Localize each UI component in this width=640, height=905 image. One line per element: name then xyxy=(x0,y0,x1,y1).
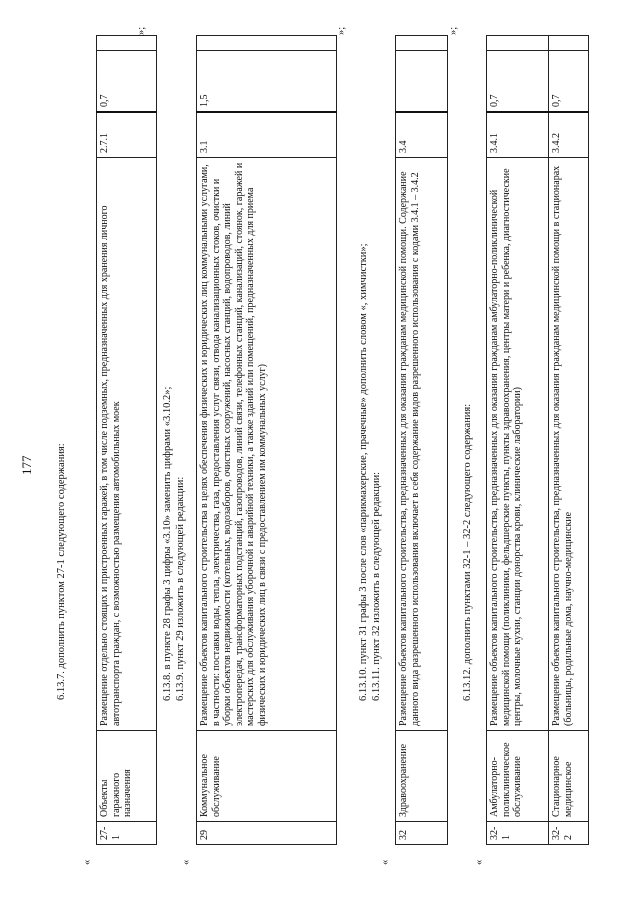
table-row xyxy=(549,36,589,845)
row-coefficient: 0,7 xyxy=(487,51,549,113)
instruction-6-13-7: 6.13.7. дополнить пунктом 27-1 следующего содержания: xyxy=(56,443,67,700)
quote-close: »; xyxy=(336,26,347,35)
row-code: 3.4.1 xyxy=(487,112,549,158)
quote-open: « xyxy=(380,859,391,865)
row-number: 32-2 xyxy=(549,822,589,845)
row-number: 29 xyxy=(197,822,337,845)
row-edge xyxy=(97,36,157,51)
instruction-6-13-10: 6.13.10. пункт 31 графы 3 после слов «парикмахерские, прачечные» дополнить словом «, химчистки»; xyxy=(358,243,369,701)
row-description: Размещение объектов капитального строительства, предназначенных для оказания гражданам медицинской помощи. Содержание данного вида разрешенного использования включает в себя содержание видов разрешенного использования с кодами 3.4.1 – 3.4.2 xyxy=(396,158,448,731)
row-code: 3.1 xyxy=(197,112,337,158)
quote-open: « xyxy=(82,859,93,865)
row-code: 3.4.2 xyxy=(549,112,589,158)
row-edge xyxy=(549,36,589,51)
table-row xyxy=(487,36,549,845)
row-name: Амбулаторно-поликлиническое обслуживание xyxy=(487,731,549,822)
row-coefficient: 1,5 xyxy=(197,51,337,113)
row-description: Размещение объектов капитального строительства, предназначенных для оказания гражданам медицинской помощи в стационарах (больницы, родильные дома, научно-медицинские xyxy=(549,158,589,731)
row-name: Объекты гаражного назначения xyxy=(97,731,157,822)
instruction-6-13-9: 6.13.9. пункт 29 изложить в следующей редакции: xyxy=(175,476,186,701)
table-29 xyxy=(196,35,337,845)
table-27-1 xyxy=(96,35,157,845)
quote-open: « xyxy=(181,859,192,865)
quote-close: »; xyxy=(448,26,459,35)
page-number: 177 xyxy=(19,455,34,475)
row-name: Коммунальное обслуживание xyxy=(197,731,337,822)
instruction-6-13-8: 6.13.8. в пункте 28 графы 3 цифры «3.10» заменить цифрами «3.10.2»; xyxy=(162,386,173,701)
row-coefficient: 0,7 xyxy=(549,51,589,113)
table-row xyxy=(197,36,337,845)
row-name: Здравоохранение xyxy=(396,731,448,822)
table-32-1-32-2 xyxy=(486,35,589,845)
row-name: Стационарное медицинское xyxy=(549,731,589,822)
instruction-6-13-12: 6.13.12. дополнить пунктами 32-1 – 32-2 следующего содержания: xyxy=(462,403,473,701)
row-number: 32 xyxy=(396,822,448,845)
row-code: 3.4 xyxy=(396,112,448,158)
row-edge xyxy=(197,36,337,51)
row-coefficient: 0,7 xyxy=(97,51,157,113)
table-row xyxy=(97,36,157,845)
row-description: Размещение объектов капитального строительства, предназначенных для оказания гражданам амбулаторно-поликлинической медицинской помощи (поликлиники, фельдшерские пункты, пункты здравоохранения, центры матери и ребенка, диагностические центры, молочные кухни, станции донорства крови, клинические лаборатории) xyxy=(487,158,549,731)
row-number: 27-1 xyxy=(97,822,157,845)
row-description: Размещение объектов капитального строительства в целях обеспечения физических и юридических лиц коммунальными услугами, в частности: поставки воды, тепла, электричества, газа, предоставления услуг связи, отвода канализационных стоков, очистки и уборки объектов недвижимости (котельных, водозаборов, очистных сооружений, насосных станций, водопроводов, линий электропередач, трансформаторных подстанций, газопроводов, линий связи, телефонных станций, канализаций, стоянок, гаражей и мастерских для обслуживания уборочной и аварийной техники, а также зданий или помещений, предназначенных для приема физических и юридических лиц в связи с предоставлением им коммунальных услуг) xyxy=(197,158,337,731)
row-coefficient xyxy=(396,51,448,113)
quote-close: »; xyxy=(136,26,147,35)
quote-open: « xyxy=(474,859,485,865)
row-description: Размещение отдельно стоящих и пристроенных гаражей, в том числе подземных, предназначенных для хранения личного автотранспорта граждан, с возможностью размещения автомобильных моек xyxy=(97,158,157,731)
instruction-6-13-11: 6.13.11. пункт 32 изложить в следующей редакции: xyxy=(371,471,382,701)
table-32 xyxy=(395,35,448,845)
table-row xyxy=(396,36,448,845)
row-edge xyxy=(487,36,549,51)
row-edge xyxy=(396,36,448,51)
row-code: 2.7.1 xyxy=(97,112,157,158)
row-number: 32-1 xyxy=(487,822,549,845)
